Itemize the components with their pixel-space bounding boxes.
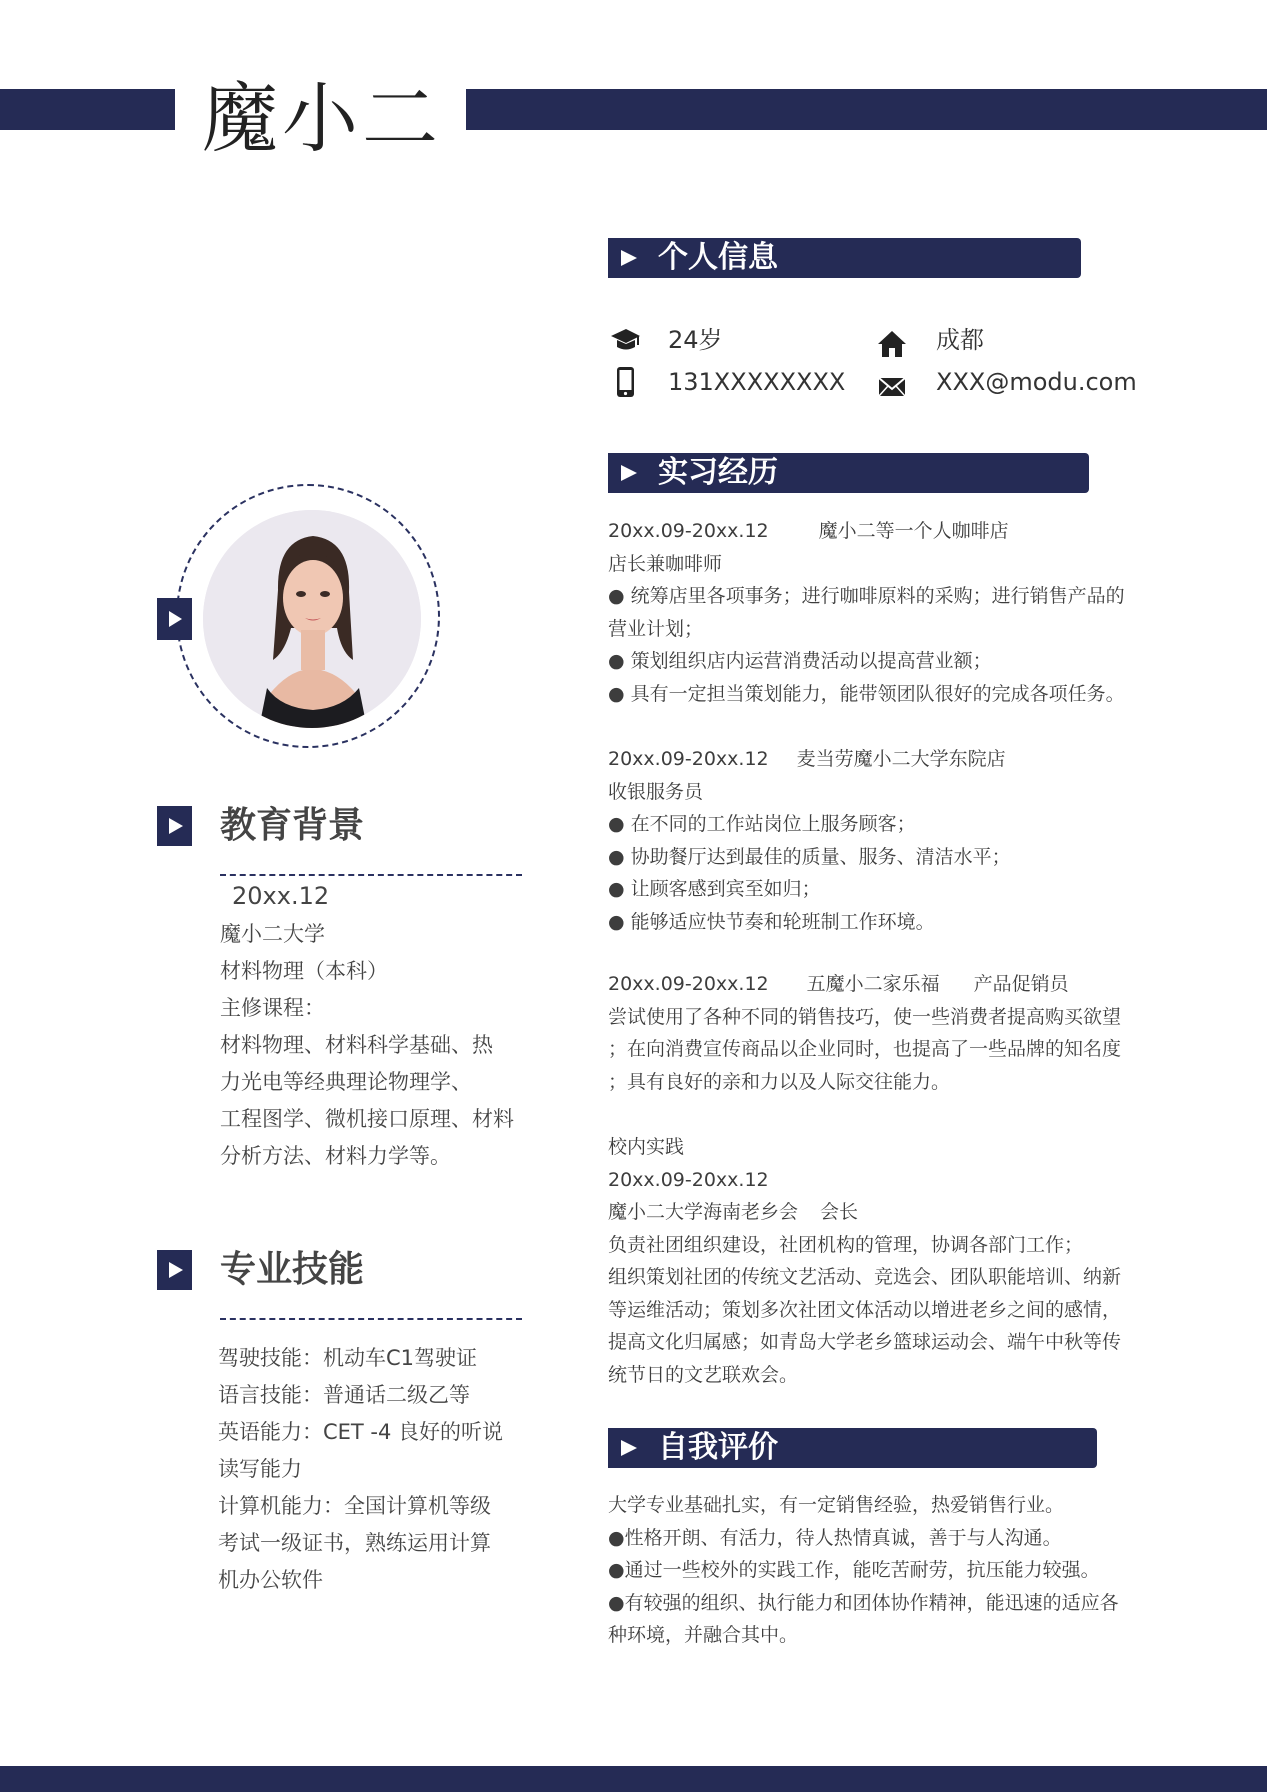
internship-header: [608, 453, 1089, 493]
skill-line: 英语能力：CET -4 良好的听说: [218, 1420, 504, 1444]
skill-line: 计算机能力：全国计算机等级: [218, 1494, 491, 1518]
self-eval-title: 自我评价: [658, 1430, 778, 1465]
job-3-company: 五魔小二家乐福: [806, 973, 940, 995]
education-courses-line: 分析方法、材料力学等。: [220, 1144, 451, 1168]
email-value: XXX@modu.com: [936, 368, 1137, 396]
job-2-line: ● 协助餐厅达到最佳的质量、服务、清洁水平；: [608, 845, 1011, 868]
education-major: 材料物理（本科）: [220, 959, 388, 983]
campus-role: 会长: [820, 1201, 859, 1223]
education-courses-line: 力光电等经典理论物理学、: [220, 1070, 472, 1094]
self-eval-line: 大学专业基础扎实，有一定销售经验，热爱销售行业。: [608, 1494, 1065, 1516]
job-1-company: 魔小二等一个人咖啡店: [818, 520, 1009, 542]
job-2-line: ● 能够适应快节奏和轮班制工作环境。: [608, 910, 935, 933]
job-1-line: ● 统筹店里各项事务；进行咖啡原料的采购；进行销售产品的: [608, 585, 1125, 607]
education-courses-label: 主修课程：: [220, 996, 325, 1020]
skill-line: 考试一级证书，熟练运用计算: [218, 1531, 491, 1555]
skills-list: [218, 1340, 503, 1599]
mail-icon: [876, 370, 908, 402]
self-eval-line: ●通过一些校外的实践工作，能吃苦耐劳，抗压能力较强。: [608, 1559, 1100, 1581]
graduation-cap-icon: [609, 324, 641, 356]
job-1: [608, 515, 1125, 710]
home-icon: [876, 328, 908, 360]
internship-title: 实习经历: [658, 455, 778, 490]
job-1-date: 20xx.09-20xx.12: [608, 520, 769, 542]
skill-line: 机办公软件: [218, 1568, 323, 1592]
education-courses-line: 工程图学、微机接口原理、材料: [220, 1107, 514, 1131]
job-3: [608, 968, 1121, 1098]
phone-icon: [609, 366, 641, 398]
campus-line: 统节日的文艺联欢会。: [608, 1363, 799, 1386]
job-1-line: 营业计划；: [608, 617, 704, 640]
job-2-company: 麦当劳魔小二大学东院店: [796, 748, 1006, 770]
job-3-date: 20xx.09-20xx.12: [608, 973, 769, 995]
campus-date: 20xx.09-20xx.12: [608, 1168, 769, 1191]
job-3-line: ；具有良好的亲和力以及人际交往能力。: [608, 1070, 951, 1093]
job-1-role: 店长兼咖啡师: [608, 552, 723, 575]
education-title: 教育背景: [220, 805, 365, 846]
skill-line: 驾驶技能：机动车C1驾驶证: [218, 1346, 478, 1370]
internship-play-icon: [621, 465, 637, 481]
job-3-line: ；在向消费宣传商品以企业同时，也提高了一些品牌的知名度: [608, 1038, 1122, 1060]
campus-line: 组织策划社团的传统文艺活动、竞选会、团队职能培训、纳新: [608, 1266, 1122, 1288]
education-courses-line: 材料物理、材料科学基础、热: [220, 1033, 493, 1057]
job-2-heading: [608, 743, 1011, 776]
job-3-role: 产品促销员: [973, 973, 1069, 995]
education-date: 20xx.12: [232, 882, 330, 910]
job-1-line: ● 具有一定担当策划能力，能带领团队很好的完成各项任务。: [608, 682, 1125, 705]
campus-line: 负责社团组织建设，社团机构的管理，协调各部门工作；: [608, 1233, 1084, 1256]
job-2-role: 收银服务员: [608, 780, 704, 803]
campus-heading: [608, 1196, 1121, 1229]
skill-line: 读写能力: [218, 1457, 302, 1481]
self-eval-line: 种环境，并融合其中。: [608, 1624, 799, 1646]
header-band-right: [466, 89, 1267, 130]
age-value: 24岁: [668, 326, 723, 354]
job-2: [608, 743, 1011, 938]
self-eval-line: ●有较强的组织、执行能力和团体协作精神，能迅速的适应各: [608, 1591, 1119, 1614]
resume-name: 魔小二: [202, 74, 442, 163]
skills-divider: [220, 1318, 522, 1320]
photo-arrow-marker: [157, 598, 192, 640]
self-eval-list: [608, 1489, 1119, 1652]
campus-practice: [608, 1131, 1121, 1391]
city-value: 成都: [936, 326, 984, 354]
job-2-line: ● 让顾客感到宾至如归；: [608, 878, 821, 900]
job-2-date: 20xx.09-20xx.12: [608, 748, 769, 770]
education-details: [220, 916, 514, 1175]
job-3-heading: [608, 968, 1121, 1001]
avatar-image: [203, 510, 421, 728]
avatar-photo: [203, 510, 421, 728]
skills-play-icon: [157, 1250, 192, 1290]
job-1-line: ● 策划组织店内运营消费活动以提高营业额；: [608, 650, 992, 672]
campus-line: 提高文化归属感；如青岛大学老乡篮球运动会、端午中秋等传: [608, 1331, 1122, 1353]
header-band-left: [0, 89, 175, 130]
personal-info-header: [608, 238, 1081, 278]
personal-play-icon: [621, 250, 637, 266]
skill-line: 语言技能：普通话二级乙等: [218, 1383, 470, 1407]
self-eval-header: [608, 1428, 1097, 1468]
campus-org: 魔小二大学海南老乡会: [608, 1201, 799, 1223]
job-1-heading: [608, 515, 1125, 548]
personal-info-title: 个人信息: [658, 240, 778, 275]
phone-value: 131XXXXXXXX: [668, 368, 846, 396]
education-school: 魔小二大学: [220, 922, 325, 946]
self-eval-play-icon: [621, 1440, 637, 1456]
footer-band: [0, 1766, 1267, 1792]
campus-label: 校内实践: [608, 1136, 685, 1158]
job-2-line: ● 在不同的工作站岗位上服务顾客；: [608, 813, 916, 835]
campus-line: 等运维活动；策划多次社团文体活动以增进老乡之间的感情，: [608, 1298, 1122, 1321]
self-eval-line: ●性格开朗、有活力，待人热情真诚，善于与人沟通。: [608, 1526, 1062, 1549]
job-3-line: 尝试使用了各种不同的销售技巧，使一些消费者提高购买欲望: [608, 1005, 1122, 1028]
skills-title: 专业技能: [220, 1249, 365, 1290]
education-play-icon: [157, 806, 192, 846]
education-divider: [220, 874, 522, 876]
